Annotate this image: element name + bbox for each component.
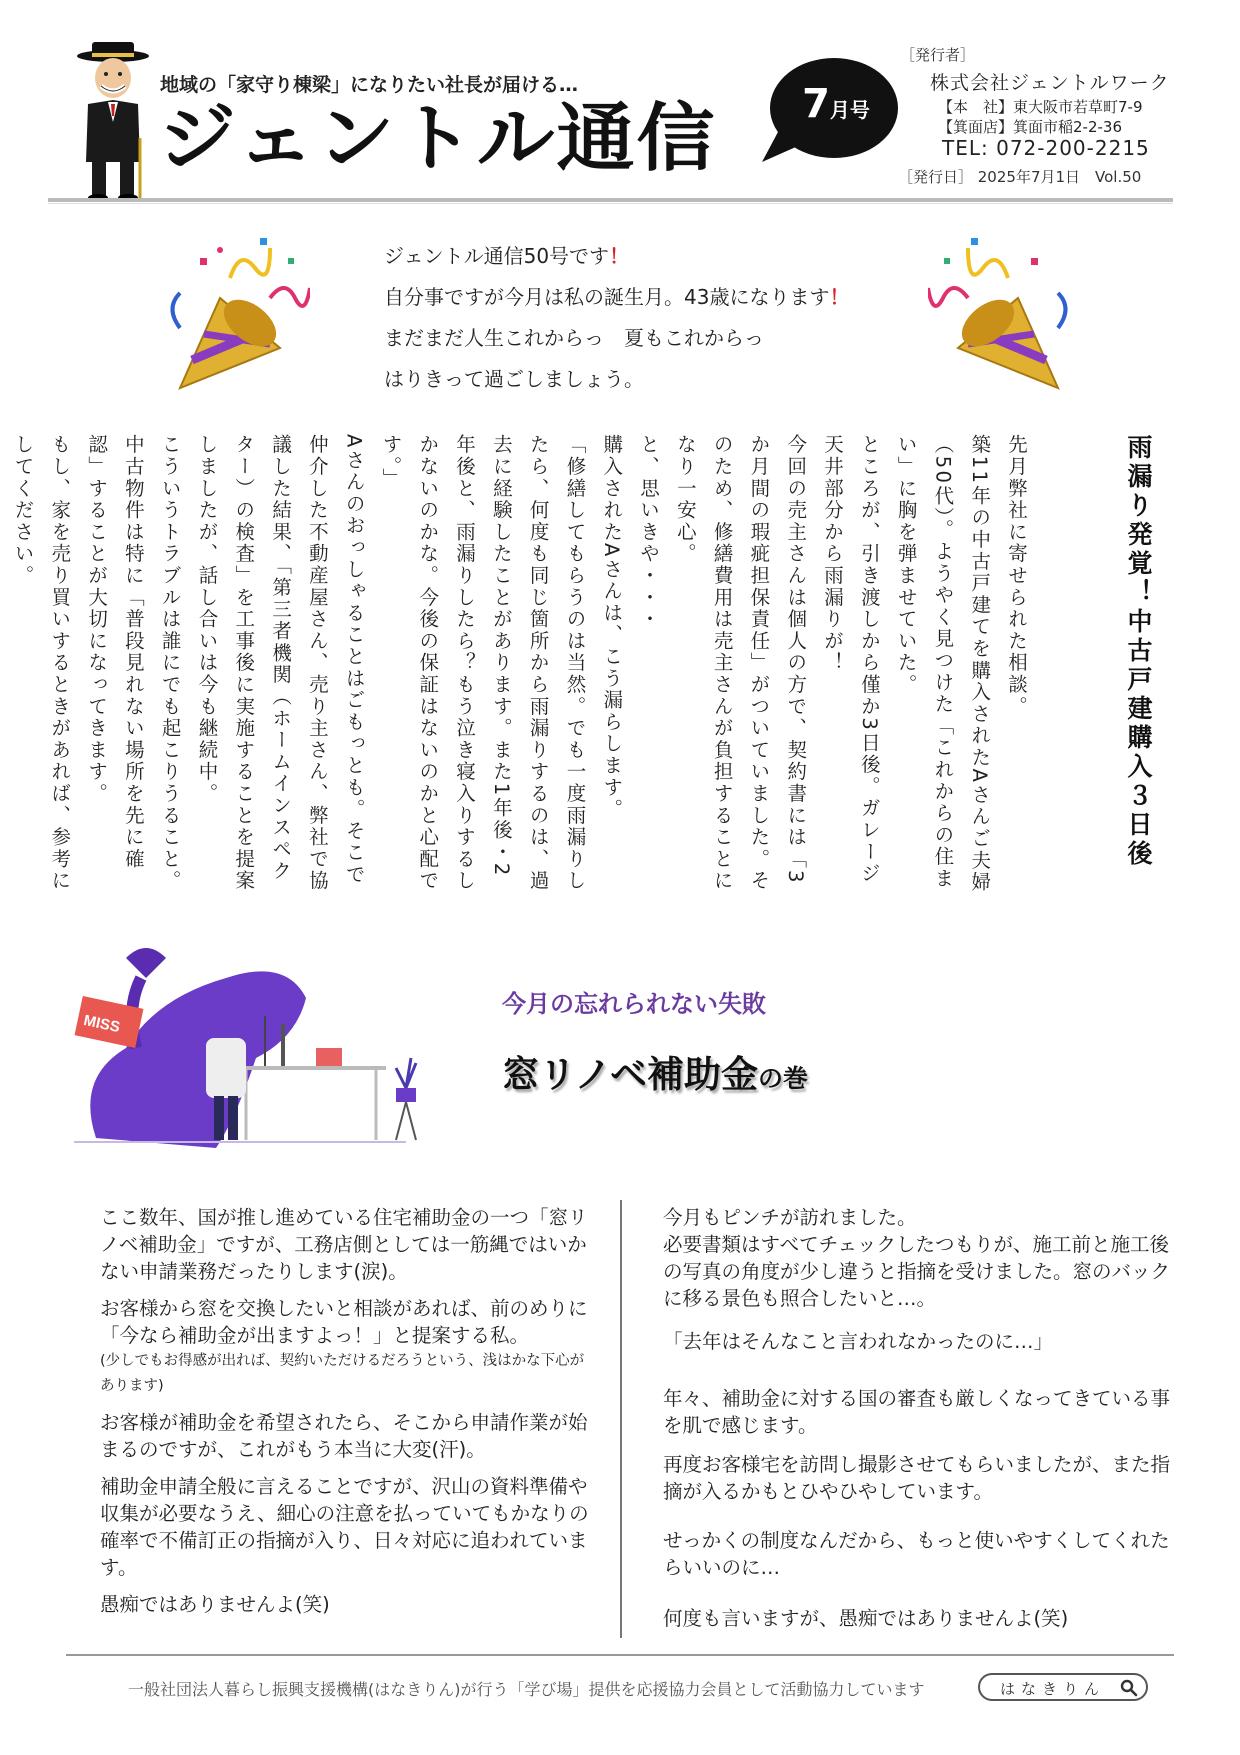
publisher-label: ［発行者］	[900, 46, 976, 64]
header-divider	[48, 198, 1173, 202]
greeting-line: まだまだ人生これからっ 夏もこれからっ	[384, 326, 764, 350]
failure-quote: 「去年はそんなこと言われなかったのに…」	[663, 1330, 1054, 1353]
mascot-illustration	[68, 42, 158, 204]
failure-paragraph: 年々、補助金に対する国の審査も厳しくなってきている事を肌で感じます。	[663, 1387, 1171, 1437]
exclamation-mark: ！	[829, 285, 850, 309]
telephone: TEL: 072-200-2215	[942, 136, 1150, 160]
company-name: 株式会社ジェントルワーク	[930, 72, 1170, 94]
issue-label	[786, 81, 886, 127]
failure-paragraph: 何度も言いますが、愚痴ではありませんよ(笑)	[663, 1607, 1069, 1630]
failure-paragraph: 愚痴ではありませんよ(笑)	[100, 1593, 330, 1616]
address-main: 【本 社】東大阪市若草町7-9	[938, 98, 1143, 116]
article-paragraph: もし、家を売り買いするときがあれば、参考にしてください。	[11, 434, 72, 892]
failure-left-column	[100, 1204, 590, 1628]
search-icon	[1120, 1679, 1138, 1697]
tagline: 地域の「家守り棟梁」になりたい社長が届ける…	[160, 74, 579, 96]
failure-paragraph: 再度お客様宅を訪問し撮影させてもらいましたが、また指摘が入るかもとひやひやしています。	[663, 1453, 1171, 1503]
failure-paragraph: 補助金申請全般に言えることですが、沢山の資料準備や収集が必要なうえ、細心の注意を払っていてもかなりの確率で不備訂正の指摘が入り、日々対応に追われています。	[100, 1475, 589, 1579]
failure-paragraph: ここ数年、国が推し進めている住宅補助金の一つ「窓リノベ補助金」ですが、工務店側としては一筋縄ではいかない申請業務だったりします(涙)。	[100, 1206, 588, 1283]
greeting-line: ジェントル通信50号です！	[384, 244, 630, 268]
miss-illustration	[66, 938, 456, 1160]
article-paragraph: 今回の売主さんは個人の方で、契約書には「3か月間の瑕疵担保責任」がついていました。そのため、修繕費用は売主さんが負担することになり一安心。	[673, 434, 808, 892]
exclamation-mark: ！	[609, 244, 630, 268]
article-paragraph: 「修繕してもらうのは当然。でも一度雨漏りしたら、何度も同じ箇所から雨漏りするのは、過去に経験したことがあります。また1年後・2年後と、雨漏りしたら？もう泣き寝入りするしかないのかな。今後の保証はないのかと心配です。」	[379, 434, 587, 892]
greeting-message	[384, 236, 904, 400]
article-paragraph: と、思いきや・・・	[637, 434, 661, 631]
article-paragraph: 先月弊社に寄せられた相談。	[1005, 434, 1028, 718]
article-paragraph: こういうトラブルは誰にでも起こりうること。	[158, 434, 182, 892]
article-paragraph: ところが、引き渡しから僅か3日後。ガレージ天井部分から雨漏りが！	[821, 434, 881, 885]
article-title: 雨漏り発覚！中古戸建購入３日後	[1124, 434, 1153, 869]
issue-suffix: 月号	[829, 98, 870, 122]
party-popper-icon	[160, 238, 310, 398]
failure-paragraph: 今月もピンチが訪れました。 必要書類はすべてチェックしたつもりが、施工前と施工後の写真の角度が少し違うと指摘を受けました。窓のバックに移る景色も照合したいと…。	[663, 1206, 1171, 1310]
miss-tag-label: MISS	[82, 1011, 122, 1037]
article-paragraph: Aさんのおっしゃることはごもっとも。そこで仲介した不動産屋さん、売り主さん、弊社で協議した結果、「第三者機関（ホームインスペクター）の検査」を工事後に実施することを提案しましたが、話し合いは今も継続中。	[195, 434, 366, 892]
footer-text: 一般社団法人暮らし振興支援機構(はなきりん)が行う「学び場」提供を応援協力会員として活動協力しています	[128, 1680, 925, 1699]
search-label: はなきりん	[1000, 1680, 1106, 1698]
header-divider-thin	[48, 203, 1173, 204]
greeting-line: 自分事ですが今月は私の誕生月。43歳になります！	[384, 285, 850, 309]
column-divider	[620, 1200, 622, 1638]
failure-title-main: 窓リノベ補助金	[502, 1053, 759, 1096]
failure-note: (少しでもお得感が出れば、契約いただけるだろうという、浅はかな下心があります)	[100, 1353, 585, 1394]
search-box[interactable]	[978, 1673, 1148, 1701]
failure-paragraph: お客様が補助金を希望されたら、そこから申請作業が始まるのですが、これがもう本当に大変(汗)。	[100, 1411, 588, 1461]
address-branch: 【箕面店】箕面市稲2-2-36	[938, 118, 1122, 136]
article-body	[11, 434, 1034, 894]
failure-paragraph: お客様から窓を交換したいと相談があれば、前のめりに「今なら補助金が出ますよっ！」と提案する私。	[100, 1297, 588, 1347]
party-popper-icon	[928, 238, 1078, 398]
article-paragraph: 中古物件は特に「普段見れない場所を先に確認」することが大切になってきます。	[85, 434, 145, 870]
failure-right-column	[663, 1204, 1183, 1644]
greeting-line: はりきって過ごしましょう。	[384, 367, 644, 391]
article-paragraph: 購入されたAさんは、こう漏らします。	[600, 434, 624, 821]
footer-divider	[66, 1654, 1174, 1656]
masthead-title: ジェントル通信	[158, 96, 717, 182]
failure-paragraph: せっかくの制度なんだから、もっと使いやすくしてくれたらいいのに…	[663, 1529, 1170, 1579]
failure-title-suffix: の巻	[758, 1064, 809, 1093]
issue-number: 7	[802, 81, 830, 127]
failure-subtitle: 今月の忘れられない失敗	[502, 990, 766, 1018]
article-paragraph: 築11年の中古戸建てを購入されたAさんご夫婦（50代）。ようやく見つけた「これからの住まい」に胸を弾ませていた。	[894, 434, 992, 894]
failure-title	[502, 1044, 808, 1098]
publish-date: ［発行日］ 2025年7月1日 Vol.50	[898, 168, 1142, 186]
